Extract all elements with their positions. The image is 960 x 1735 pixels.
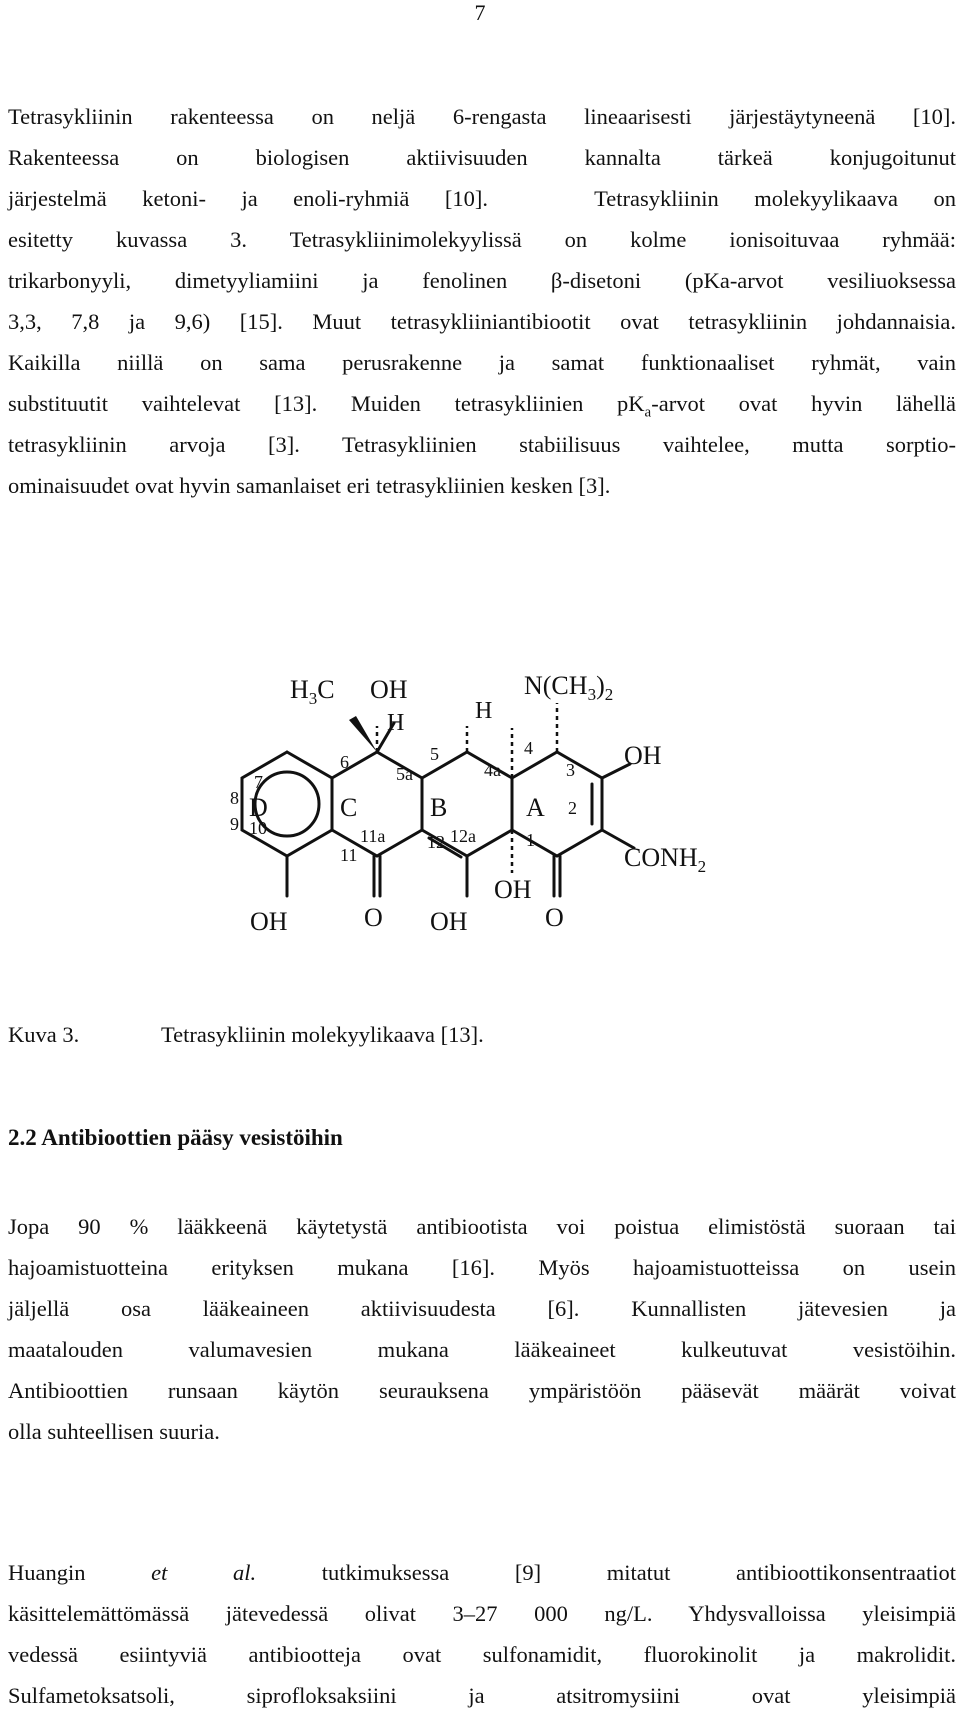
label-nme2: $N(CH_3)_2$ — [524, 671, 614, 704]
label-h3c: $H_3C$ — [290, 675, 335, 708]
caption-label: Kuva 3. — [8, 1022, 80, 1047]
atom-number-1: 1 — [526, 830, 535, 850]
atom-number-8: 8 — [230, 788, 239, 808]
paragraph-line: olla suhteellisen suuria. — [8, 1419, 220, 1444]
atom-number-5: 5 — [430, 744, 439, 764]
atom-number-11a: 11a — [360, 826, 386, 846]
figure-caption — [8, 1020, 484, 1050]
paragraph-line — [8, 383, 956, 424]
paragraph-line: Sulfametoksatsoli, siprofloksaksiini ja atsitromysiini ovat yleisimpiä — [8, 1683, 956, 1708]
label-oh-6: OH — [370, 675, 408, 704]
atom-number-4a: 4a — [484, 760, 501, 780]
label-o-1: O — [545, 903, 564, 932]
wedge-bond-6-ch3 — [349, 716, 377, 752]
paragraph-line: Antibioottien runsaan käytön seurauksena ympäristöön pääsevät määrät voivat — [8, 1378, 956, 1403]
paragraph-line: hajoamistuotteina erityksen mukana [16]. Myös hajoamistuotteissa on usein — [8, 1255, 956, 1280]
paragraph-huang-study — [8, 1552, 956, 1716]
tetracycline-structure-figure — [222, 668, 762, 938]
label-oh-12: OH — [430, 907, 468, 936]
atom-number-4: 4 — [524, 738, 533, 758]
label-oh-3: OH — [624, 741, 662, 770]
paragraph-line: Rakenteessa on biologisen aktiivisuuden kannalta tärkeä konjugoitunut — [8, 145, 956, 170]
line-text: -arvot ovat hyvin lähellä — [651, 391, 956, 416]
ring-letter-d: D — [249, 793, 268, 822]
paragraph-line: maatalouden valumavesien mukana lääkeaineet kulkeutuvat vesistöihin. — [8, 1337, 956, 1362]
paragraph-tetracycline-structure — [8, 96, 956, 506]
atom-number-11: 11 — [340, 845, 358, 865]
caption-text: Tetrasykliinin molekyylikaava [13]. — [161, 1022, 484, 1047]
label-oh-10: OH — [250, 907, 288, 936]
paragraph-line: käsittelemättömässä jätevedessä olivat 3–27 000 ng/L. Yhdysvalloissa yleisimpiä — [8, 1601, 956, 1626]
subscript-a: a — [644, 404, 652, 421]
paragraph-line: 3,3, 7,8 ja 9,6) [15]. Muut tetrasykliiniantibiootit ovat tetrasykliinin johdannaisia. — [8, 309, 956, 334]
atom-number-6: 6 — [340, 752, 349, 772]
ring-letter-b: B — [430, 793, 448, 822]
paragraph-line: tetrasykliinin arvoja [3]. Tetrasykliinien stabiilisuus vaihtelee, mutta sorptio- — [8, 432, 956, 457]
atom-number-5a: 5a — [396, 764, 413, 784]
paragraph-line: Kaikilla niillä on sama perusrakenne ja samat funktionaaliset ryhmät, vain — [8, 350, 956, 375]
atom-number-2: 2 — [568, 798, 577, 818]
label-o-11: O — [364, 903, 383, 932]
label-conh2: $CONH_2$ — [624, 843, 707, 876]
paragraph-antibiotics-in-water — [8, 1206, 956, 1452]
atom-number-3: 3 — [566, 760, 575, 780]
label-oh-12a: OH — [494, 875, 532, 904]
atom-number-12: 12 — [427, 832, 445, 852]
atom-number-9: 9 — [230, 814, 239, 834]
atom-number-7: 7 — [254, 772, 263, 792]
atom-number-10: 10 — [249, 818, 267, 838]
page-number: 7 — [474, 0, 486, 25]
paragraph-line: jäljellä osa lääkeaineen aktiivisuudesta [6]. Kunnallisten jätevesien ja — [8, 1296, 956, 1321]
label-h-4a: H — [475, 698, 493, 724]
italic-et-al: et al. — [151, 1560, 257, 1585]
ring-letter-c: C — [340, 793, 358, 822]
line-text: Huangin — [8, 1560, 86, 1585]
line-text: substituutit vaihtelevat [13]. Muiden tetrasykliinien pK — [8, 391, 645, 416]
paragraph-line — [8, 1552, 956, 1593]
atom-number-12a: 12a — [450, 826, 476, 846]
paragraph-line: Tetrasykliinin rakenteessa on neljä 6-rengasta lineaarisesti järjestäytyneenä [10]. — [8, 104, 956, 129]
paragraph-line: esitetty kuvassa 3. Tetrasykliinimolekyylissä on kolme ionisoituvaa ryhmää: — [8, 227, 956, 252]
line-text: tutkimuksessa [9] mitatut antibioottikonsentraatiot — [321, 1560, 957, 1585]
section-heading: 2.2 Antibioottien pääsy vesistöihin — [8, 1125, 343, 1150]
paragraph-line: trikarbonyyli, dimetyyliamiini ja fenolinen β-disetoni (pKa-arvot vesiliuoksessa — [8, 268, 956, 293]
paragraph-line: Jopa 90 % lääkkeenä käytetystä antibiootista voi poistua elimistöstä suoraan tai — [8, 1214, 956, 1239]
paragraph-line: järjestelmä ketoni- ja enoli-ryhmiä [10]. Tetrasykliinin molekyylikaava on — [8, 186, 956, 211]
paragraph-line: ominaisuudet ovat hyvin samanlaiset eri tetrasykliinien kesken [3]. — [8, 473, 611, 498]
paragraph-line: vedessä esiintyviä antibiootteja ovat sulfonamidit, fluorokinolit ja makrolidit. — [8, 1642, 956, 1667]
tetracycline-molecule-diagram — [222, 668, 762, 938]
ring-letter-a: A — [526, 793, 545, 822]
label-h-6: H — [387, 710, 405, 736]
